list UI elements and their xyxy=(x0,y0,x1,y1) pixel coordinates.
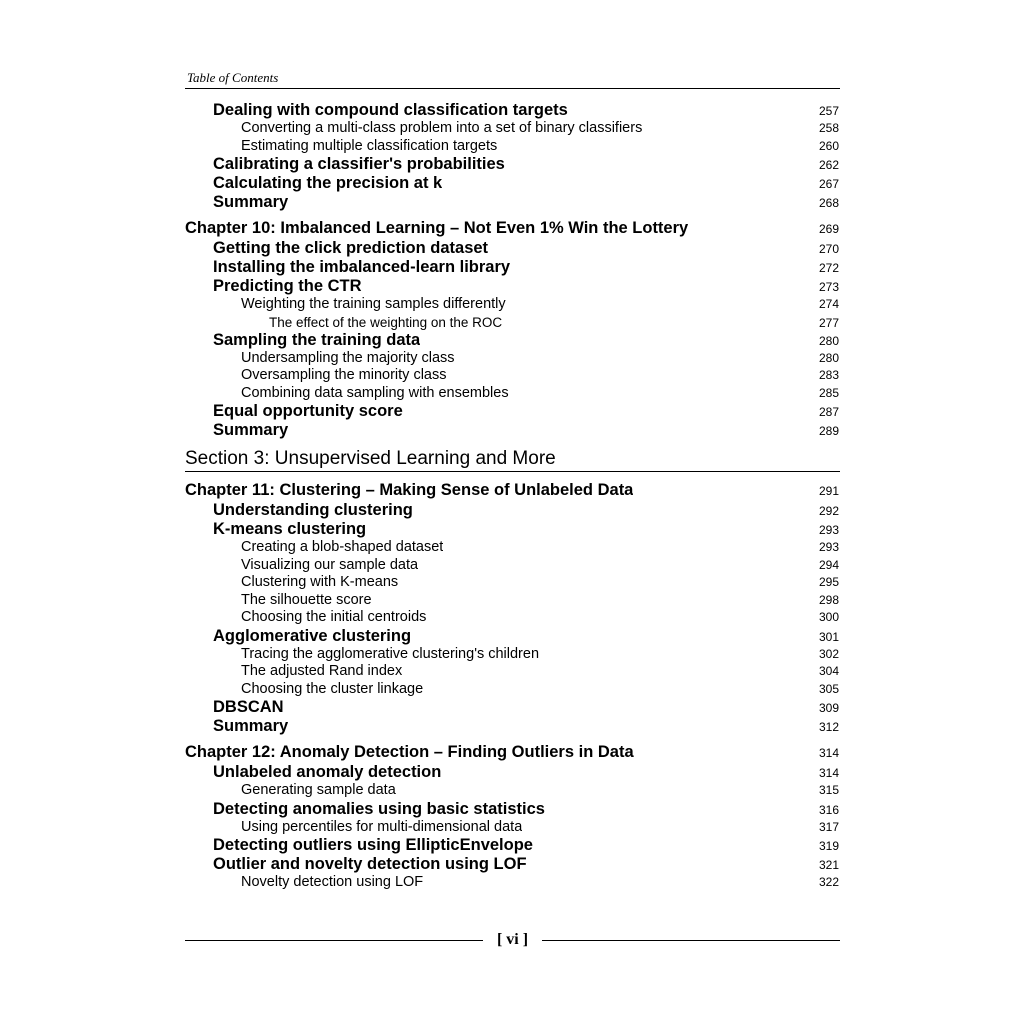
toc-entry-title: Unlabeled anomaly detection xyxy=(213,763,442,781)
toc-entry-section[interactable] xyxy=(185,501,840,520)
toc-entry-page-number: 312 xyxy=(818,720,839,734)
toc-entry-page-number: 315 xyxy=(818,783,839,797)
toc-entry-page-number: 285 xyxy=(818,385,839,400)
toc-entry-page-number: 314 xyxy=(818,746,839,760)
toc-entry-subsection[interactable] xyxy=(185,592,840,610)
toc-entry-subsubsection[interactable] xyxy=(185,314,840,331)
toc-entry-page-number: 304 xyxy=(818,664,839,678)
toc-entry-title: Summary xyxy=(213,193,289,211)
toc-entry-section[interactable] xyxy=(185,101,840,120)
toc-entry-page-number: 316 xyxy=(818,802,839,817)
toc-entry-title: Getting the click prediction dataset xyxy=(213,239,489,257)
toc-entry-title: Creating a blob-shaped dataset xyxy=(241,539,444,555)
toc-entry-section[interactable] xyxy=(185,800,840,819)
toc-entry-title: Choosing the initial centroids xyxy=(241,609,427,625)
toc-entry-section[interactable] xyxy=(185,155,840,174)
toc-entry-page-number: 314 xyxy=(818,766,839,780)
toc-entry-page-number: 274 xyxy=(818,297,839,311)
toc-entry-chapter[interactable] xyxy=(185,742,840,763)
toc-entry-subsection[interactable] xyxy=(185,782,840,800)
toc-entry-section[interactable] xyxy=(185,763,840,782)
toc-entry-section[interactable] xyxy=(185,836,840,855)
toc-entry-page-number: 302 xyxy=(818,646,839,661)
toc-entry-title: Undersampling the majority class xyxy=(241,349,455,366)
toc-entry-page-number: 321 xyxy=(818,858,839,872)
toc-entry-title: Tracing the agglomerative clustering's children xyxy=(241,645,540,662)
toc-entry-title: Detecting outliers using EllipticEnvelope xyxy=(213,836,533,854)
toc-entry-subsection[interactable] xyxy=(185,609,840,627)
page-number: [ vi ] xyxy=(496,931,529,948)
toc-entry-page-number: 277 xyxy=(818,315,839,330)
toc-entry-title: Generating sample data xyxy=(241,782,396,798)
toc-entry-section[interactable] xyxy=(185,331,840,350)
toc-entry-subsection[interactable] xyxy=(185,385,840,403)
toc-entry-title: DBSCAN xyxy=(213,698,284,716)
toc-entry-title: Estimating multiple classification targets xyxy=(241,137,498,154)
toc-entry-page-number: 262 xyxy=(818,158,839,172)
toc-entry-section[interactable] xyxy=(185,402,840,421)
toc-entry-section[interactable] xyxy=(185,717,840,736)
section-heading[interactable]: Section 3: Unsupervised Learning and More xyxy=(185,447,840,472)
toc-entry-page-number: 292 xyxy=(818,504,839,518)
toc-entry-page-number: 317 xyxy=(818,819,839,834)
toc-entry-title: Chapter 11: Clustering – Making Sense of Unlabeled Data xyxy=(185,481,634,499)
toc-entry-section[interactable] xyxy=(185,277,840,296)
toc-block-chapter-9-10 xyxy=(185,101,840,440)
toc-entry-title: Sampling the training data xyxy=(213,330,421,349)
toc-entry-subsection[interactable] xyxy=(185,663,840,681)
toc-entry-page-number: 305 xyxy=(818,681,839,696)
toc-entry-page-number: 283 xyxy=(818,368,839,382)
toc-entry-page-number: 293 xyxy=(818,523,839,537)
toc-entry-page-number: 289 xyxy=(818,424,839,438)
toc-entry-title: Chapter 12: Anomaly Detection – Finding Outliers in Data xyxy=(185,743,634,761)
toc-entry-subsection[interactable] xyxy=(185,574,840,592)
toc-entry-page-number: 319 xyxy=(818,839,839,853)
toc-entry-section[interactable] xyxy=(185,855,840,874)
toc-entry-section[interactable] xyxy=(185,193,840,212)
toc-entry-title: K-means clustering xyxy=(213,520,367,538)
toc-entry-subsection[interactable] xyxy=(185,367,840,385)
toc-entry-page-number: 269 xyxy=(818,222,839,236)
toc-block-chapter-11-12 xyxy=(185,480,840,892)
toc-entry-title: The effect of the weighting on the ROC xyxy=(269,314,503,330)
toc-entry-title: Weighting the training samples differently xyxy=(241,296,506,312)
toc-page xyxy=(185,68,840,892)
toc-entry-page-number: 273 xyxy=(818,280,839,294)
toc-entry-section[interactable] xyxy=(185,627,840,646)
toc-entry-title: Dealing with compound classification targets xyxy=(213,101,568,119)
toc-entry-chapter[interactable] xyxy=(185,218,840,239)
toc-entry-title: Choosing the cluster linkage xyxy=(241,680,424,697)
footer-rule-right xyxy=(542,940,840,941)
toc-entry-page-number: 295 xyxy=(818,575,839,589)
toc-entry-title: The silhouette score xyxy=(241,591,372,608)
toc-entry-page-number: 298 xyxy=(818,592,839,607)
toc-entry-title: Novelty detection using LOF xyxy=(241,874,424,890)
toc-entry-page-number: 267 xyxy=(818,177,839,191)
toc-entry-page-number: 260 xyxy=(818,138,839,153)
toc-entry-title: Detecting anomalies using basic statistics xyxy=(213,799,545,818)
toc-entry-section[interactable] xyxy=(185,520,840,539)
toc-entry-section[interactable] xyxy=(185,258,840,277)
toc-entry-title: Calculating the precision at k xyxy=(213,174,443,192)
toc-entry-title: Visualizing our sample data xyxy=(241,556,419,573)
toc-entry-subsection[interactable] xyxy=(185,557,840,575)
toc-entry-subsection[interactable] xyxy=(185,681,840,699)
toc-entry-title: Clustering with K-means xyxy=(241,574,399,590)
toc-entry-section[interactable] xyxy=(185,174,840,193)
toc-entry-page-number: 294 xyxy=(818,557,839,572)
toc-entry-subsection[interactable] xyxy=(185,350,840,368)
toc-entry-title: Predicting the CTR xyxy=(213,277,362,295)
toc-entry-page-number: 280 xyxy=(818,350,839,365)
toc-entry-subsection[interactable] xyxy=(185,138,840,156)
running-head: Table of Contents xyxy=(185,68,840,89)
toc-entry-page-number: 257 xyxy=(818,104,839,118)
toc-entry-page-number: 309 xyxy=(818,701,839,715)
toc-entry-title: Summary xyxy=(213,717,289,735)
toc-entry-page-number: 270 xyxy=(818,242,839,256)
toc-entry-page-number: 301 xyxy=(818,629,839,644)
toc-entry-title: Understanding clustering xyxy=(213,501,413,519)
toc-entry-section[interactable] xyxy=(185,239,840,258)
toc-entry-title: Converting a multi-class problem into a set of binary classifiers xyxy=(241,120,643,136)
toc-entry-title: Oversampling the minority class xyxy=(241,367,447,383)
toc-entry-page-number: 258 xyxy=(818,121,839,135)
toc-entry-page-number: 272 xyxy=(818,261,839,275)
toc-entry-title: Combining data sampling with ensembles xyxy=(241,384,509,401)
toc-entry-title: Summary xyxy=(213,421,289,439)
toc-entry-title: The adjusted Rand index xyxy=(241,663,403,679)
toc-entry-title: Calibrating a classifier's probabilities xyxy=(213,155,505,173)
toc-entry-subsection[interactable] xyxy=(185,646,840,664)
toc-entry-subsection[interactable] xyxy=(185,539,840,557)
page-footer xyxy=(185,928,840,952)
toc-entry-title: Installing the imbalanced-learn library xyxy=(213,258,511,276)
toc-entry-page-number: 291 xyxy=(818,484,839,498)
toc-entry-page-number: 268 xyxy=(818,196,839,210)
toc-entry-section[interactable] xyxy=(185,421,840,440)
toc-entry-page-number: 300 xyxy=(818,610,839,624)
toc-entry-title: Agglomerative clustering xyxy=(213,626,412,645)
toc-entry-title: Chapter 10: Imbalanced Learning – Not Even 1% Win the Lottery xyxy=(185,219,689,237)
toc-entry-page-number: 293 xyxy=(818,540,839,554)
toc-entry-title: Equal opportunity score xyxy=(213,402,403,420)
toc-entry-page-number: 287 xyxy=(818,405,839,419)
toc-entry-title: Outlier and novelty detection using LOF xyxy=(213,855,527,873)
toc-entry-subsection[interactable] xyxy=(185,819,840,837)
toc-entry-subsection[interactable] xyxy=(185,120,840,138)
toc-entry-page-number: 322 xyxy=(818,875,839,889)
footer-rule-left xyxy=(185,940,483,941)
toc-entry-section[interactable] xyxy=(185,698,840,717)
toc-entry-subsection[interactable] xyxy=(185,874,840,892)
toc-entry-title: Using percentiles for multi-dimensional data xyxy=(241,818,523,835)
toc-entry-subsection[interactable] xyxy=(185,296,840,314)
toc-entry-page-number: 280 xyxy=(818,333,839,348)
toc-entry-chapter[interactable] xyxy=(185,480,840,501)
